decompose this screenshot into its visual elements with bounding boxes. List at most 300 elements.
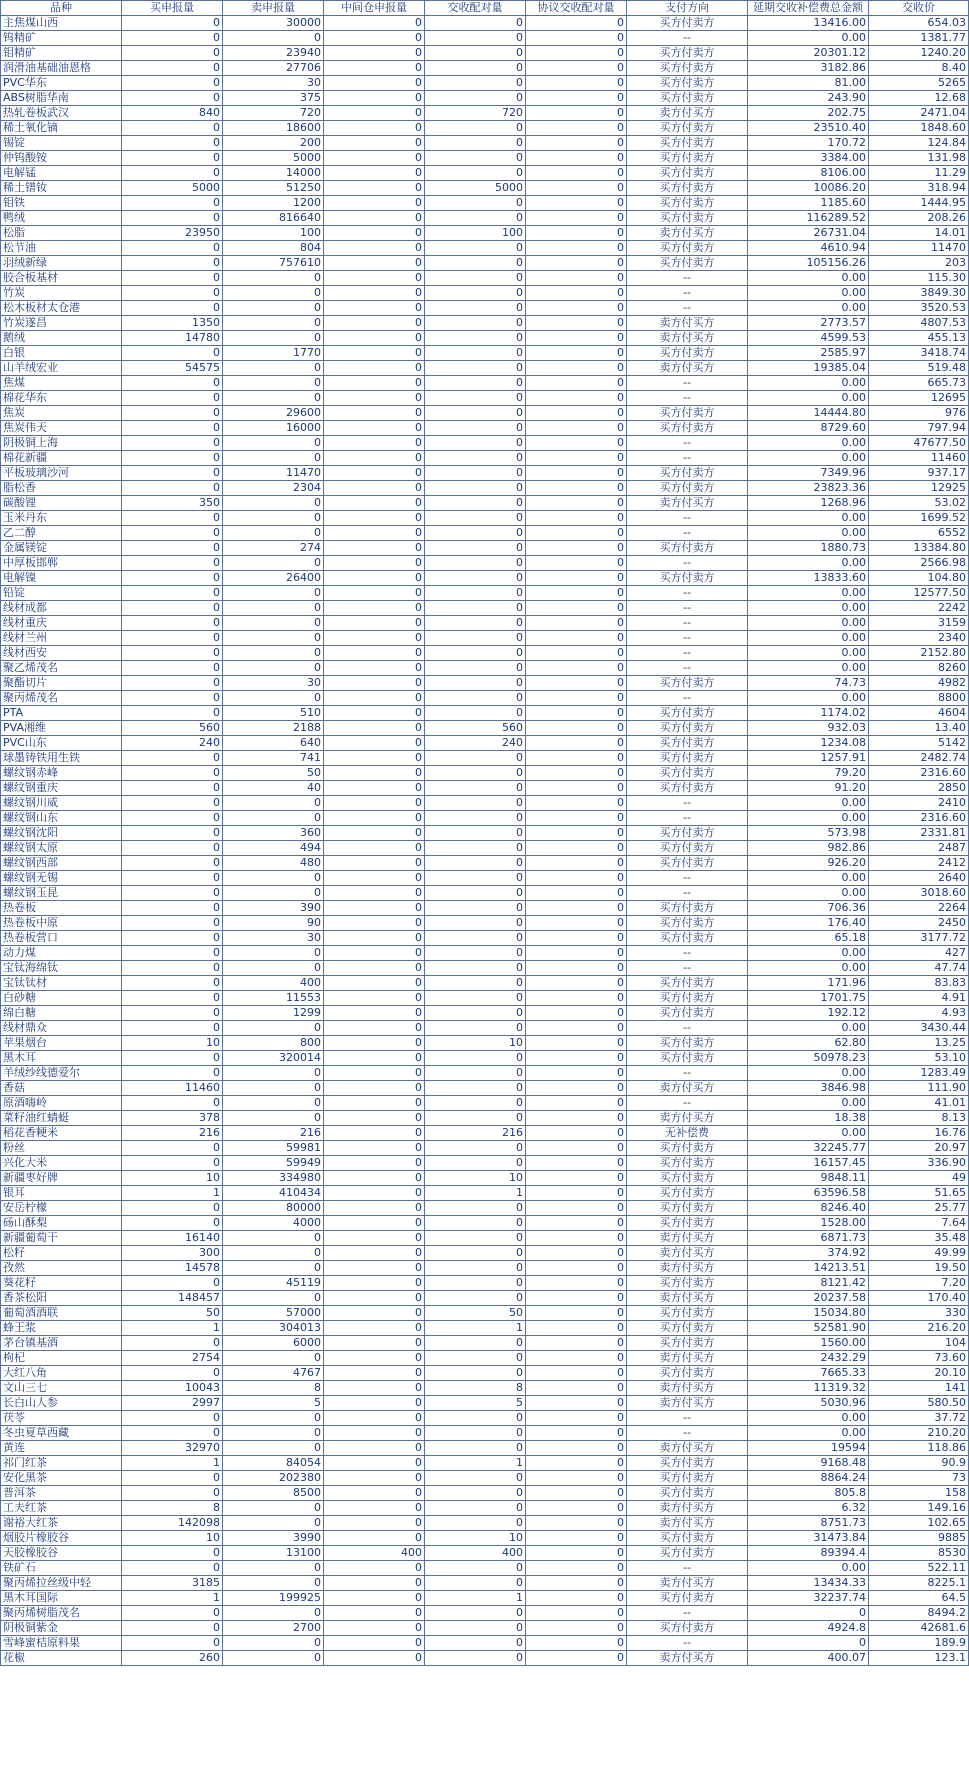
- cell-buy-declared: 0: [122, 376, 223, 391]
- cell-intermediate-warehouse: 0: [324, 691, 425, 706]
- cell-agreement-matched: 0: [526, 826, 627, 841]
- cell-deferred-compensation: 6.32: [748, 1501, 869, 1516]
- cell-buy-declared: 10: [122, 1036, 223, 1051]
- cell-delivery-price: 37.72: [869, 1411, 969, 1426]
- cell-buy-declared: 0: [122, 961, 223, 976]
- cell-intermediate-warehouse: 0: [324, 586, 425, 601]
- cell-buy-declared: 0: [122, 766, 223, 781]
- cell-deferred-compensation: 0.00: [748, 1426, 869, 1441]
- cell-payment-direction: 卖方付买方: [627, 226, 748, 241]
- cell-delivery-price: 8530: [869, 1546, 969, 1561]
- cell-buy-declared: 0: [122, 1636, 223, 1651]
- cell-deferred-compensation: 31473.84: [748, 1531, 869, 1546]
- cell-delivery-matched: 100: [425, 226, 526, 241]
- table-row: [1, 541, 969, 556]
- cell-buy-declared: 0: [122, 571, 223, 586]
- table-row: [1, 1396, 969, 1411]
- cell-buy-declared: 0: [122, 871, 223, 886]
- cell-agreement-matched: 0: [526, 1036, 627, 1051]
- cell-intermediate-warehouse: 0: [324, 196, 425, 211]
- cell-intermediate-warehouse: 0: [324, 901, 425, 916]
- cell-sell-declared: 0: [223, 946, 324, 961]
- cell-product: 孜然: [1, 1261, 122, 1276]
- cell-intermediate-warehouse: 0: [324, 1306, 425, 1321]
- cell-sell-declared: 494: [223, 841, 324, 856]
- cell-delivery-matched: 0: [425, 601, 526, 616]
- cell-buy-declared: 0: [122, 1096, 223, 1111]
- table-row: [1, 961, 969, 976]
- cell-intermediate-warehouse: 0: [324, 721, 425, 736]
- cell-product: 线材兰州: [1, 631, 122, 646]
- table-row: [1, 586, 969, 601]
- cell-deferred-compensation: 0.00: [748, 646, 869, 661]
- cell-buy-declared: 0: [122, 811, 223, 826]
- cell-delivery-matched: 0: [425, 451, 526, 466]
- cell-product: 祁门红茶: [1, 1456, 122, 1471]
- cell-deferred-compensation: 20301.12: [748, 46, 869, 61]
- cell-agreement-matched: 0: [526, 841, 627, 856]
- cell-sell-declared: 0: [223, 691, 324, 706]
- cell-deferred-compensation: 8729.60: [748, 421, 869, 436]
- cell-intermediate-warehouse: 0: [324, 1276, 425, 1291]
- table-row: [1, 466, 969, 481]
- cell-intermediate-warehouse: 0: [324, 916, 425, 931]
- cell-agreement-matched: 0: [526, 766, 627, 781]
- cell-buy-declared: 0: [122, 616, 223, 631]
- cell-sell-declared: 2188: [223, 721, 324, 736]
- cell-product: 银耳: [1, 1186, 122, 1201]
- cell-buy-declared: 0: [122, 151, 223, 166]
- cell-deferred-compensation: 573.98: [748, 826, 869, 841]
- cell-agreement-matched: 0: [526, 661, 627, 676]
- cell-agreement-matched: 0: [526, 376, 627, 391]
- cell-deferred-compensation: 32245.77: [748, 1141, 869, 1156]
- table-row: [1, 1606, 969, 1621]
- cell-deferred-compensation: 171.96: [748, 976, 869, 991]
- cell-delivery-matched: 0: [425, 76, 526, 91]
- cell-delivery-price: 2850: [869, 781, 969, 796]
- cell-sell-declared: 400: [223, 976, 324, 991]
- cell-sell-declared: 5: [223, 1396, 324, 1411]
- cell-agreement-matched: 0: [526, 1456, 627, 1471]
- cell-product: 焦炭: [1, 406, 122, 421]
- cell-product: 焦炭伟天: [1, 421, 122, 436]
- cell-product: 稻花香粳米: [1, 1126, 122, 1141]
- cell-delivery-matched: 0: [425, 631, 526, 646]
- cell-delivery-matched: 0: [425, 931, 526, 946]
- cell-sell-declared: 202380: [223, 1471, 324, 1486]
- cell-sell-declared: 6000: [223, 1336, 324, 1351]
- cell-sell-declared: 30: [223, 76, 324, 91]
- cell-product: 安岳柠檬: [1, 1201, 122, 1216]
- table-row: [1, 16, 969, 31]
- cell-delivery-price: 580.50: [869, 1396, 969, 1411]
- cell-intermediate-warehouse: 400: [324, 1546, 425, 1561]
- table-row: [1, 31, 969, 46]
- cell-product: 松脂: [1, 226, 122, 241]
- cell-product: 主焦煤山西: [1, 16, 122, 31]
- cell-product: 螺纹钢玉昆: [1, 886, 122, 901]
- cell-payment-direction: 买方付卖方: [627, 1051, 748, 1066]
- cell-payment-direction: 买方付卖方: [627, 1141, 748, 1156]
- cell-payment-direction: 买方付卖方: [627, 901, 748, 916]
- cell-agreement-matched: 0: [526, 1306, 627, 1321]
- table-row: [1, 826, 969, 841]
- table-row: [1, 256, 969, 271]
- cell-delivery-price: 11470: [869, 241, 969, 256]
- cell-deferred-compensation: 202.75: [748, 106, 869, 121]
- cell-buy-declared: 0: [122, 1021, 223, 1036]
- cell-sell-declared: 16000: [223, 421, 324, 436]
- cell-intermediate-warehouse: 0: [324, 1231, 425, 1246]
- cell-buy-declared: 300: [122, 1246, 223, 1261]
- cell-delivery-price: 12577.50: [869, 586, 969, 601]
- cell-delivery-matched: 0: [425, 766, 526, 781]
- table-row: [1, 1576, 969, 1591]
- cell-payment-direction: 买方付卖方: [627, 976, 748, 991]
- cell-product: 热卷板: [1, 901, 122, 916]
- table-row: [1, 1111, 969, 1126]
- table-row: [1, 676, 969, 691]
- cell-buy-declared: 0: [122, 1546, 223, 1561]
- cell-delivery-price: 665.73: [869, 376, 969, 391]
- cell-deferred-compensation: 0.00: [748, 376, 869, 391]
- cell-delivery-matched: 0: [425, 556, 526, 571]
- cell-product: 鸭绒: [1, 211, 122, 226]
- table-row: [1, 1186, 969, 1201]
- cell-agreement-matched: 0: [526, 196, 627, 211]
- cell-buy-declared: 0: [122, 1561, 223, 1576]
- col-header-delivery-price: 交收价: [869, 1, 969, 16]
- cell-deferred-compensation: 1257.91: [748, 751, 869, 766]
- cell-payment-direction: 买方付卖方: [627, 1471, 748, 1486]
- cell-payment-direction: --: [627, 451, 748, 466]
- cell-product: 螺纹钢赤峰: [1, 766, 122, 781]
- table-row: [1, 1546, 969, 1561]
- cell-sell-declared: 0: [223, 616, 324, 631]
- cell-delivery-price: 1699.52: [869, 511, 969, 526]
- table-row: [1, 436, 969, 451]
- cell-payment-direction: --: [627, 271, 748, 286]
- cell-deferred-compensation: 13434.33: [748, 1576, 869, 1591]
- cell-delivery-price: 216.20: [869, 1321, 969, 1336]
- cell-deferred-compensation: 50978.23: [748, 1051, 869, 1066]
- cell-deferred-compensation: 79.20: [748, 766, 869, 781]
- table-row: [1, 1471, 969, 1486]
- cell-buy-declared: 0: [122, 16, 223, 31]
- cell-agreement-matched: 0: [526, 1201, 627, 1216]
- cell-payment-direction: 买方付卖方: [627, 91, 748, 106]
- cell-payment-direction: --: [627, 1411, 748, 1426]
- cell-payment-direction: 买方付卖方: [627, 1276, 748, 1291]
- cell-agreement-matched: 0: [526, 181, 627, 196]
- cell-agreement-matched: 0: [526, 346, 627, 361]
- cell-delivery-price: 64.5: [869, 1591, 969, 1606]
- cell-agreement-matched: 0: [526, 31, 627, 46]
- cell-delivery-matched: 1: [425, 1456, 526, 1471]
- cell-agreement-matched: 0: [526, 1336, 627, 1351]
- cell-delivery-matched: 0: [425, 586, 526, 601]
- table-row: [1, 1321, 969, 1336]
- table-row: [1, 511, 969, 526]
- cell-product: 宝钛钛材: [1, 976, 122, 991]
- cell-sell-declared: 0: [223, 646, 324, 661]
- cell-agreement-matched: 0: [526, 1231, 627, 1246]
- cell-payment-direction: 买方付卖方: [627, 1306, 748, 1321]
- cell-sell-declared: 30000: [223, 16, 324, 31]
- cell-intermediate-warehouse: 0: [324, 376, 425, 391]
- cell-intermediate-warehouse: 0: [324, 781, 425, 796]
- table-row: [1, 736, 969, 751]
- cell-sell-declared: 0: [223, 601, 324, 616]
- cell-product: 线材鼎众: [1, 1021, 122, 1036]
- cell-delivery-matched: 0: [425, 841, 526, 856]
- cell-buy-declared: 0: [122, 976, 223, 991]
- cell-deferred-compensation: 10086.20: [748, 181, 869, 196]
- cell-delivery-price: 53.02: [869, 496, 969, 511]
- cell-agreement-matched: 0: [526, 406, 627, 421]
- cell-payment-direction: 卖方付买方: [627, 106, 748, 121]
- cell-deferred-compensation: 15034.80: [748, 1306, 869, 1321]
- cell-payment-direction: 买方付卖方: [627, 1321, 748, 1336]
- cell-sell-declared: 510: [223, 706, 324, 721]
- cell-intermediate-warehouse: 0: [324, 1261, 425, 1276]
- cell-payment-direction: 买方付卖方: [627, 826, 748, 841]
- cell-product: 聚乙烯茂名: [1, 661, 122, 676]
- cell-agreement-matched: 0: [526, 1471, 627, 1486]
- cell-delivery-price: 937.17: [869, 466, 969, 481]
- cell-delivery-matched: 0: [425, 1006, 526, 1021]
- cell-delivery-price: 2487: [869, 841, 969, 856]
- cell-agreement-matched: 0: [526, 586, 627, 601]
- col-header-buy-declared: 买申报量: [122, 1, 223, 16]
- cell-delivery-price: 12.68: [869, 91, 969, 106]
- cell-buy-declared: 260: [122, 1651, 223, 1666]
- cell-agreement-matched: 0: [526, 706, 627, 721]
- cell-sell-declared: 0: [223, 1096, 324, 1111]
- cell-agreement-matched: 0: [526, 1576, 627, 1591]
- cell-payment-direction: --: [627, 1636, 748, 1651]
- cell-payment-direction: --: [627, 616, 748, 631]
- cell-delivery-matched: 0: [425, 331, 526, 346]
- cell-agreement-matched: 0: [526, 1351, 627, 1366]
- cell-deferred-compensation: 62.80: [748, 1036, 869, 1051]
- cell-delivery-matched: 0: [425, 286, 526, 301]
- table-row: [1, 376, 969, 391]
- cell-delivery-matched: 0: [425, 916, 526, 931]
- cell-agreement-matched: 0: [526, 1486, 627, 1501]
- cell-delivery-matched: 0: [425, 541, 526, 556]
- cell-sell-declared: 757610: [223, 256, 324, 271]
- cell-buy-declared: 16140: [122, 1231, 223, 1246]
- cell-intermediate-warehouse: 0: [324, 796, 425, 811]
- cell-deferred-compensation: 805.8: [748, 1486, 869, 1501]
- table-row: [1, 1501, 969, 1516]
- cell-buy-declared: 0: [122, 196, 223, 211]
- table-row: [1, 331, 969, 346]
- cell-intermediate-warehouse: 0: [324, 211, 425, 226]
- cell-deferred-compensation: 5030.96: [748, 1396, 869, 1411]
- table-row: [1, 1486, 969, 1501]
- cell-product: 螺纹钢太原: [1, 841, 122, 856]
- cell-intermediate-warehouse: 0: [324, 1381, 425, 1396]
- cell-buy-declared: 0: [122, 781, 223, 796]
- table-row: [1, 1456, 969, 1471]
- table-row: [1, 1066, 969, 1081]
- cell-delivery-matched: 0: [425, 271, 526, 286]
- cell-sell-declared: 334980: [223, 1171, 324, 1186]
- cell-deferred-compensation: 374.92: [748, 1246, 869, 1261]
- cell-sell-declared: 14000: [223, 166, 324, 181]
- table-row: [1, 856, 969, 871]
- cell-buy-declared: 14780: [122, 331, 223, 346]
- cell-delivery-price: 8.40: [869, 61, 969, 76]
- cell-product: 黄连: [1, 1441, 122, 1456]
- cell-agreement-matched: 0: [526, 541, 627, 556]
- cell-agreement-matched: 0: [526, 1111, 627, 1126]
- cell-product: 鹅绒: [1, 331, 122, 346]
- table-row: [1, 301, 969, 316]
- cell-deferred-compensation: 19594: [748, 1441, 869, 1456]
- cell-product: 竹炭遂昌: [1, 316, 122, 331]
- cell-buy-declared: 0: [122, 556, 223, 571]
- cell-product: 粉丝: [1, 1141, 122, 1156]
- cell-agreement-matched: 0: [526, 301, 627, 316]
- cell-intermediate-warehouse: 0: [324, 76, 425, 91]
- cell-product: 原酒嗨岭: [1, 1096, 122, 1111]
- cell-agreement-matched: 0: [526, 1501, 627, 1516]
- table-row: [1, 1261, 969, 1276]
- cell-buy-declared: 0: [122, 586, 223, 601]
- cell-product: 金属镁锭: [1, 541, 122, 556]
- cell-product: 钼铁: [1, 196, 122, 211]
- cell-sell-declared: 50: [223, 766, 324, 781]
- cell-sell-declared: 1770: [223, 346, 324, 361]
- cell-buy-declared: 0: [122, 76, 223, 91]
- cell-deferred-compensation: 0.00: [748, 451, 869, 466]
- cell-deferred-compensation: 1560.00: [748, 1336, 869, 1351]
- cell-delivery-matched: 0: [425, 1261, 526, 1276]
- cell-buy-declared: 2754: [122, 1351, 223, 1366]
- cell-intermediate-warehouse: 0: [324, 361, 425, 376]
- cell-sell-declared: 5000: [223, 151, 324, 166]
- cell-buy-declared: 0: [122, 526, 223, 541]
- cell-product: 润滑油基础油恩格: [1, 61, 122, 76]
- cell-product: 蜂王浆: [1, 1321, 122, 1336]
- cell-agreement-matched: 0: [526, 451, 627, 466]
- cell-sell-declared: 816640: [223, 211, 324, 226]
- cell-payment-direction: --: [627, 1021, 748, 1036]
- table-row: [1, 1636, 969, 1651]
- cell-product: 羽绒新绿: [1, 256, 122, 271]
- cell-agreement-matched: 0: [526, 646, 627, 661]
- cell-product: 聚丙烯树脂茂名: [1, 1606, 122, 1621]
- cell-payment-direction: 买方付卖方: [627, 1546, 748, 1561]
- cell-delivery-matched: 0: [425, 16, 526, 31]
- cell-buy-declared: 0: [122, 436, 223, 451]
- cell-agreement-matched: 0: [526, 241, 627, 256]
- cell-buy-declared: 0: [122, 406, 223, 421]
- cell-agreement-matched: 0: [526, 526, 627, 541]
- cell-agreement-matched: 0: [526, 1426, 627, 1441]
- cell-delivery-matched: 0: [425, 1486, 526, 1501]
- cell-deferred-compensation: 26731.04: [748, 226, 869, 241]
- cell-sell-declared: 390: [223, 901, 324, 916]
- table-row: [1, 226, 969, 241]
- cell-deferred-compensation: 8864.24: [748, 1471, 869, 1486]
- cell-sell-declared: 720: [223, 106, 324, 121]
- cell-delivery-matched: 0: [425, 1516, 526, 1531]
- cell-sell-declared: 0: [223, 586, 324, 601]
- cell-delivery-matched: 0: [425, 121, 526, 136]
- cell-payment-direction: 卖方付买方: [627, 1291, 748, 1306]
- col-header-agreement-matched: 协议交收配对量: [526, 1, 627, 16]
- cell-deferred-compensation: 19385.04: [748, 361, 869, 376]
- cell-sell-declared: 410434: [223, 1186, 324, 1201]
- cell-product: 碳酸锂: [1, 496, 122, 511]
- table-row: [1, 1216, 969, 1231]
- cell-delivery-price: 104.80: [869, 571, 969, 586]
- cell-deferred-compensation: 0.00: [748, 526, 869, 541]
- table-row: [1, 646, 969, 661]
- cell-payment-direction: 买方付卖方: [627, 991, 748, 1006]
- cell-intermediate-warehouse: 0: [324, 601, 425, 616]
- cell-sell-declared: 0: [223, 451, 324, 466]
- cell-intermediate-warehouse: 0: [324, 1441, 425, 1456]
- table-row: [1, 1006, 969, 1021]
- cell-agreement-matched: 0: [526, 1621, 627, 1636]
- cell-deferred-compensation: 1880.73: [748, 541, 869, 556]
- cell-delivery-price: 123.1: [869, 1651, 969, 1666]
- cell-agreement-matched: 0: [526, 361, 627, 376]
- cell-delivery-matched: 0: [425, 91, 526, 106]
- cell-buy-declared: 0: [122, 826, 223, 841]
- cell-intermediate-warehouse: 0: [324, 481, 425, 496]
- cell-deferred-compensation: 0.00: [748, 631, 869, 646]
- cell-agreement-matched: 0: [526, 121, 627, 136]
- table-row: [1, 811, 969, 826]
- cell-agreement-matched: 0: [526, 631, 627, 646]
- cell-intermediate-warehouse: 0: [324, 1246, 425, 1261]
- cell-buy-declared: 0: [122, 421, 223, 436]
- cell-sell-declared: 2304: [223, 481, 324, 496]
- cell-delivery-matched: 0: [425, 196, 526, 211]
- cell-intermediate-warehouse: 0: [324, 676, 425, 691]
- cell-delivery-matched: 0: [425, 1471, 526, 1486]
- cell-sell-declared: 0: [223, 1576, 324, 1591]
- cell-payment-direction: 买方付卖方: [627, 1006, 748, 1021]
- cell-product: 普洱茶: [1, 1486, 122, 1501]
- cell-intermediate-warehouse: 0: [324, 151, 425, 166]
- cell-deferred-compensation: 0.00: [748, 691, 869, 706]
- cell-delivery-price: 3177.72: [869, 931, 969, 946]
- cell-intermediate-warehouse: 0: [324, 346, 425, 361]
- cell-product: 铁矿石: [1, 1561, 122, 1576]
- cell-buy-declared: 0: [122, 271, 223, 286]
- table-row: [1, 346, 969, 361]
- cell-sell-declared: 0: [223, 1606, 324, 1621]
- cell-delivery-matched: 720: [425, 106, 526, 121]
- cell-sell-declared: 0: [223, 391, 324, 406]
- cell-intermediate-warehouse: 0: [324, 841, 425, 856]
- cell-payment-direction: 买方付卖方: [627, 841, 748, 856]
- table-row: [1, 211, 969, 226]
- cell-sell-declared: 0: [223, 796, 324, 811]
- cell-product: 阴极铜上海: [1, 436, 122, 451]
- cell-agreement-matched: 0: [526, 1651, 627, 1666]
- cell-sell-declared: 1200: [223, 196, 324, 211]
- col-header-payment-direction: 支付方向: [627, 1, 748, 16]
